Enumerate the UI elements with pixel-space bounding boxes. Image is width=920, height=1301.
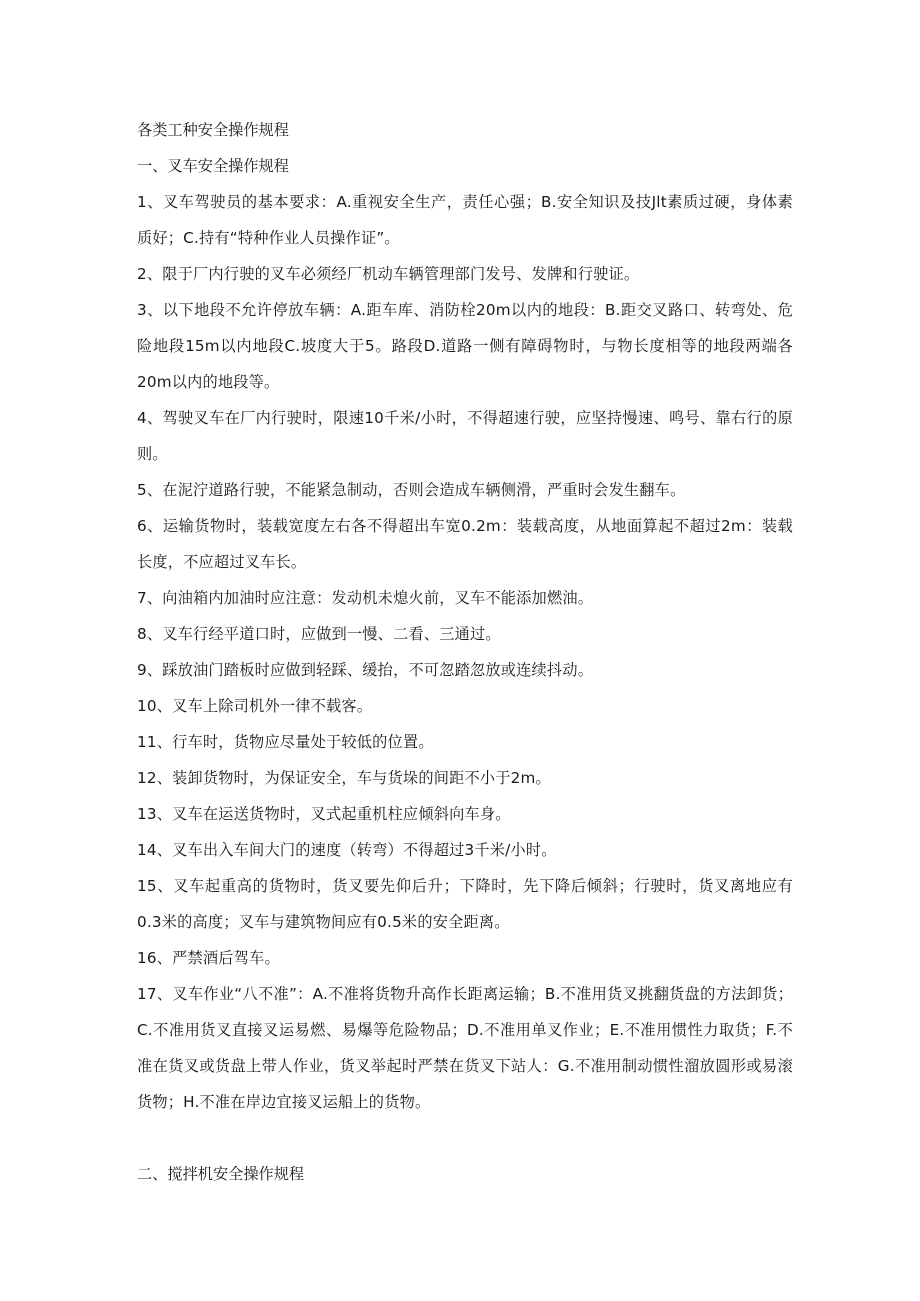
rule-item-2: 2、限于厂内行驶的叉车必须经厂机动车辆管理部门发号、发牌和行驶证。 [137, 265, 640, 283]
rule-item-12: 12、装卸货物时，为保证安全，车与货垛的间距不小于2m。 [137, 769, 551, 787]
rule-item-17: 17、叉车作业“八不准”：A.不准将货物升高作长距离运输；B.不准用货叉挑翻货盘的方法卸货；C.不准用货叉直接叉运易燃、易爆等危险物品；D.不准用单叉作业；E.不准用惯性力取货；F.不准在货叉或货盘上带人作业，货叉举起时严禁在货叉下站人：G.不准用制动惯性溜放圆形或易滚货物；H.不准在岸边宜接叉运船上的货物。 [137, 985, 793, 1111]
rule-item-5: 5、在泥泞道路行驶，不能紧急制动，否则会造成车辆侧滑，严重时会发生翻车。 [137, 481, 686, 499]
rule-item-7: 7、向油箱内加油时应注意：发动机未熄火前，叉车不能添加燃油。 [137, 589, 594, 607]
rule-item-11: 11、行车时，货物应尽量处于较低的位置。 [137, 733, 434, 751]
section-spacer [137, 1120, 793, 1156]
rule-item-13: 13、叉车在运送货物时，叉式起重机柱应倾斜向车身。 [137, 805, 511, 823]
rule-item-16: 16、严禁酒后驾车。 [137, 949, 280, 967]
section-heading-forklift: 一、叉车安全操作规程 [137, 157, 289, 175]
rule-item-1: 1、叉车驾驶员的基本要求：A.重视安全生产，责任心强；B.安全知识及技Jlt素质过硬，身体素质好；C.持有“特种作业人员操作证”。 [137, 193, 793, 247]
rule-item-9: 9、踩放油门踏板时应做到轻踩、缓抬，不可忽踏忽放或连续抖动。 [137, 661, 594, 679]
document-body [137, 112, 793, 1192]
rule-item-15: 15、叉车起重高的货物时，货叉要先仰后升；下降时，先下降后倾斜；行驶时，货叉离地应有0.3米的高度；叉车与建筑物间应有0.5米的安全距离。 [137, 877, 793, 931]
rule-item-4: 4、驾驶叉车在厂内行驶时，限速10千米/小时，不得超速行驶，应坚持慢速、鸣号、靠右行的原则。 [137, 409, 793, 463]
document-title: 各类工种安全操作规程 [137, 121, 289, 139]
rule-item-8: 8、叉车行经平道口时，应做到一慢、二看、三通过。 [137, 625, 501, 643]
section-heading-mixer: 二、搅拌机安全操作规程 [137, 1165, 305, 1183]
rule-item-10: 10、叉车上除司机外一律不载客。 [137, 697, 373, 715]
rule-item-6: 6、运输货物时，装载宽度左右各不得超出车宽0.2m：装载高度，从地面算起不超过2m：装载长度，不应超过叉车长。 [137, 517, 793, 571]
rule-item-3: 3、以下地段不允许停放车辆：A.距车库、消防栓20m以内的地段：B.距交叉路口、转弯处、危险地段15m以内地段C.坡度大于5。路段D.道路一侧有障碍物时，与物长度相等的地段两端各20m以内的地段等。 [137, 301, 793, 391]
rule-item-14: 14、叉车出入车间大门的速度（转弯）不得超过3千米/小时。 [137, 841, 557, 859]
